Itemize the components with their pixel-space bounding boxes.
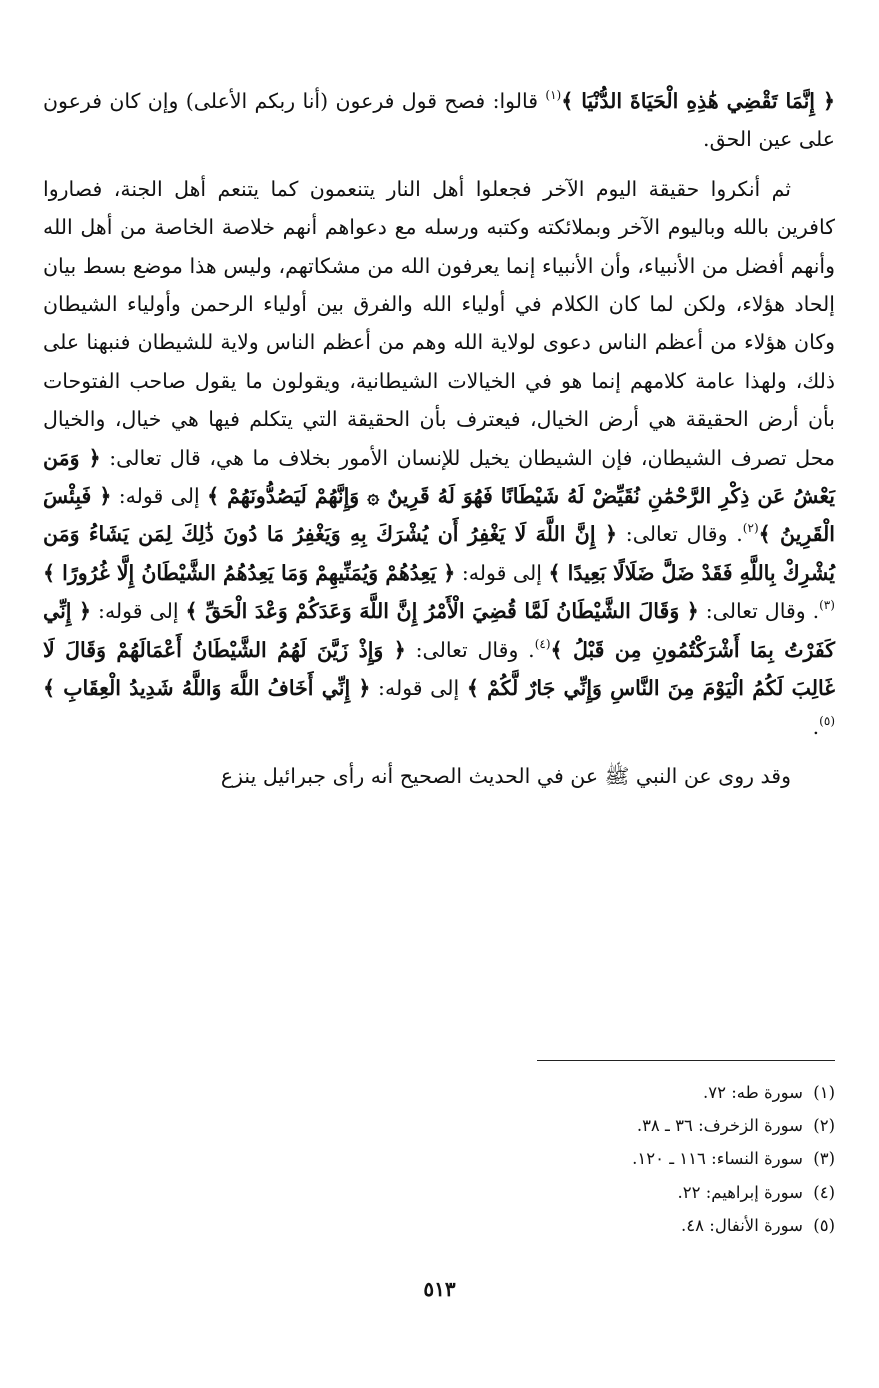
footnote-number: (٢) — [813, 1116, 835, 1136]
paragraph-text: وقد روى عن النبي ﷺ عن في الحديث الصحيح أنه رأى جبرائيل ينزع — [220, 763, 791, 788]
quran-verse: ﴿ إِنِّي كَفَرْتُ بِمَا أَشْرَكْتُمُونِ مِن قَبْلُ ﴾ — [43, 599, 835, 662]
paragraph-3 — [43, 757, 835, 795]
quran-verse: ﴿ وَقَالَ الشَّيْطَانُ لَمَّا قُضِيَ الْأَمْرُ إِنَّ اللَّهَ وَعَدَكُمْ وَعْدَ الْحَقِّ ﴾ — [185, 599, 699, 624]
page-number: ٥١٣ — [423, 1277, 456, 1301]
paragraph-text: إلى قوله: — [461, 560, 542, 585]
paragraph-text: إلى قوله: — [98, 599, 179, 624]
footnote-text: سورة إبراهيم: ٢٢. — [677, 1182, 803, 1202]
footnote-number: (٤) — [813, 1182, 835, 1202]
footnote-item — [435, 1076, 835, 1109]
footnote-separator — [537, 1060, 835, 1061]
footnotes-list — [435, 1076, 835, 1242]
footnote-ref: (٣) — [819, 598, 835, 613]
footnote-item — [435, 1209, 835, 1242]
footnote-ref: (٤) — [534, 636, 551, 651]
paragraph-text: . وقال تعالى: — [705, 599, 820, 624]
footnote-ref: (٥) — [819, 713, 835, 728]
quran-verse: ﴿ يَعِدُهُمْ وَيُمَنِّيهِمْ وَمَا يَعِدُهُمُ الشَّيْطَانُ إِلَّا غُرُورًا ﴾ — [43, 560, 456, 585]
footnote-ref: (٢) — [742, 521, 759, 536]
paragraph-text: . وقال تعالى: — [415, 637, 535, 662]
footnote-item — [435, 1142, 835, 1175]
footnote-number: (٣) — [813, 1149, 835, 1169]
footnote-item — [435, 1176, 835, 1209]
main-text — [43, 82, 835, 795]
paragraph-text: . وقال تعالى: — [625, 522, 743, 547]
quran-verse: ﴿ إِنِّي أَخَافُ اللَّهَ وَاللَّهُ شَدِيدُ الْعِقَابِ ﴾ — [43, 676, 371, 701]
paragraph-text: . — [812, 714, 820, 739]
footnote-text: سورة الأنفال: ٤٨. — [681, 1215, 803, 1235]
footnote-text: سورة الزخرف: ٣٦ ـ ٣٨. — [636, 1116, 803, 1136]
paragraph-text: ثم أنكروا حقيقة اليوم الآخر فجعلوا أهل النار يتنعمون كما يتنعم أهل الجنة، فصاروا كافرين بالله وباليوم الآخر وبملائكته وكتبه ورسله مع دعواهم أنهم خلاصة الخاصة من أهل الله وأنهم أفضل من الأنبياء، وأن الأنبياء إنما يعرفون الله من مشكاتهم، وليس هذا موضع بسط بيان إلحاد هؤلاء، ولكن لما كان الكلام في أولياء الله والفرق بين أولياء الرحمن وأولياء الشيطان وكان هؤلاء من أعظم الناس دعوى لولاية الله وهم من أعظم الناس ولاية للشيطان فنبهنا على ذلك، ولهذا عامة كلامهم إنما هو في الخيالات الشيطانية، ويقولون ما يقول صاحب الفتوحات بأن أرض الحقيقة هي أرض الخيال، فيعترف بأن الحقيقة التي يتكلم فيها هي خيال، والخيال محل تصرف الشيطان، فإن الشيطان يخيل للإنسان الأمور بخلاف ما هي، قال تعالى: — [43, 176, 835, 470]
quran-verse: ﴿ فَبِئْسَ الْقَرِينُ ﴾ — [43, 484, 835, 547]
paragraph-2 — [43, 170, 835, 746]
footnote-item — [435, 1109, 835, 1142]
footnote-text: سورة النساء: ١١٦ ـ ١٢٠. — [632, 1149, 803, 1169]
footnote-text: سورة طه: ٧٢. — [703, 1083, 803, 1102]
paragraph-text: إلى قوله: — [118, 484, 200, 509]
quran-verse: ﴿ وَإِذْ زَيَّنَ لَهُمُ الشَّيْطَانُ أَعْمَالَهُمْ وَقَالَ لَا غَالِبَ لَكُمُ الْيَوْمَ مِنَ النَّاسِ وَإِنِّي جَارٌ لَّكُمْ ﴾ — [43, 637, 835, 701]
quran-verse: ﴿ إِنَّ اللَّهَ لَا يَغْفِرُ أَن يُشْرَكَ بِهِ وَيَغْفِرُ مَا دُونَ ذَٰلِكَ لِمَن يَشَاءُ وَمَن يُشْرِكْ بِاللَّهِ فَقَدْ ضَلَّ ضَلَالًا بَعِيدًا ﴾ — [43, 522, 835, 585]
quran-verse: ﴿ وَمَن يَعْشُ عَن ذِكْرِ الرَّحْمَٰنِ نُقَيِّضْ لَهُ شَيْطَانًا فَهُوَ لَهُ قَرِينٌ ۞ وَإِنَّهُمْ لَيَصُدُّونَهُمْ ﴾ — [43, 445, 835, 509]
paragraph-text: قالوا: فصح قول فرعون (أنا ربكم الأعلى) وإن كان فرعون على عين الحق. — [43, 89, 835, 152]
footnote-number: (١) — [813, 1083, 835, 1102]
paragraph-1 — [43, 82, 835, 159]
paragraph-text: إلى قوله: — [378, 676, 460, 701]
footnote-number: (٥) — [813, 1215, 835, 1235]
footnote-ref: (١) — [545, 88, 562, 102]
quran-verse: ﴿ إِنَّمَا تَقْضِي هَٰذِهِ الْحَيَاةَ الدُّنْيَا ﴾ — [561, 89, 835, 113]
